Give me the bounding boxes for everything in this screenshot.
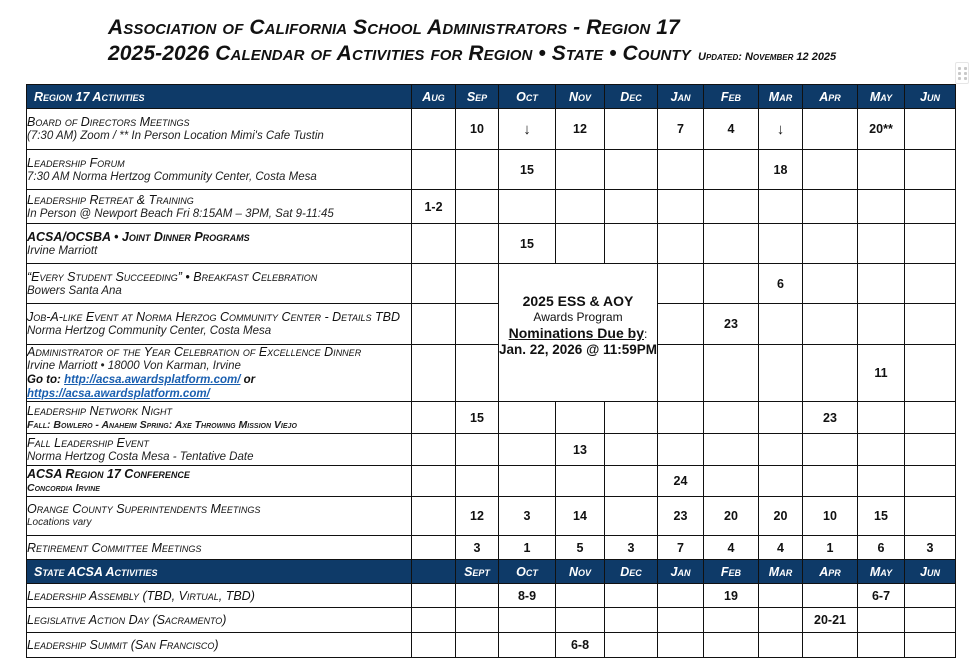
date-cell (759, 633, 803, 658)
document-subtitle: 2025-2026 Calendar of Activities for Region • State • County (108, 42, 691, 65)
activity-name: Leadership Network Night (27, 403, 172, 418)
date-cell (858, 304, 905, 345)
date-cell: 20 (704, 497, 759, 536)
activity-cell (27, 150, 412, 190)
date-cell (803, 584, 858, 608)
activity-row (27, 497, 956, 536)
activity-row (27, 402, 956, 434)
date-cell (499, 402, 556, 434)
date-cell (803, 264, 858, 304)
activity-name: Orange County Superintendents Meetings (27, 502, 261, 516)
month-header: Dec (605, 85, 658, 109)
date-cell (759, 434, 803, 466)
activity-detail: Fall: Bowlero - Anaheim Spring: Axe Throwing Mission Viejo (27, 418, 297, 431)
date-cell (905, 345, 956, 402)
date-cell (412, 497, 456, 536)
activity-cell (27, 584, 412, 608)
date-cell (412, 264, 456, 304)
date-cell: 23 (658, 497, 704, 536)
date-cell (499, 633, 556, 658)
date-cell (905, 584, 956, 608)
date-cell: 13 (556, 434, 605, 466)
nominations-colon: : (644, 327, 648, 341)
date-cell: 6 (759, 264, 803, 304)
date-cell (499, 434, 556, 466)
date-cell: 7 (658, 536, 704, 560)
date-cell (803, 466, 858, 497)
date-cell: 14 (556, 497, 605, 536)
activity-row (27, 434, 956, 466)
date-cell (858, 633, 905, 658)
date-cell (556, 224, 605, 264)
activity-detail: Bowers Santa Ana (27, 284, 122, 297)
state-activity-row (27, 633, 956, 658)
awards-subtitle: Awards Program (533, 310, 623, 324)
activity-cell (27, 497, 412, 536)
activity-detail: 7:30 AM Norma Hertzog Community Center, Costa Mesa (27, 170, 317, 183)
date-cell (605, 224, 658, 264)
date-cell (704, 150, 759, 190)
activity-name: Leadership Summit (San Francisco) (27, 638, 219, 652)
activity-detail: Norma Hertzog Costa Mesa - Tentative Date (27, 450, 254, 463)
date-cell (858, 190, 905, 224)
date-cell (803, 345, 858, 402)
date-cell (556, 190, 605, 224)
date-cell (658, 345, 704, 402)
month-header: Jan (658, 560, 704, 584)
date-cell (412, 434, 456, 466)
date-cell (704, 434, 759, 466)
date-cell (905, 264, 956, 304)
activity-row (27, 466, 956, 497)
activity-cell (27, 466, 412, 497)
activity-name: ACSA/OCSBA • Joint Dinner Programs (27, 229, 250, 244)
date-cell (704, 466, 759, 497)
activity-cell (27, 633, 412, 658)
date-cell (456, 584, 499, 608)
date-cell (412, 584, 456, 608)
activity-detail: Locations vary (27, 517, 92, 528)
date-cell (759, 190, 803, 224)
date-cell (704, 345, 759, 402)
date-cell: 4 (759, 536, 803, 560)
activity-row (27, 264, 956, 304)
activity-name: Leadership Retreat & Training (27, 192, 194, 207)
date-cell (556, 608, 605, 633)
activity-cell (27, 434, 412, 466)
date-cell: 12 (556, 109, 605, 150)
month-header: Apr (803, 85, 858, 109)
state-section-title: State ACSA Activities (27, 560, 412, 584)
activity-name: “Every Student Succeeding” • Breakfast Celebration (27, 269, 318, 284)
date-cell (456, 190, 499, 224)
month-header: Aug (412, 85, 456, 109)
activity-row (27, 536, 956, 560)
date-cell (605, 109, 658, 150)
month-header (412, 560, 456, 584)
date-cell (412, 345, 456, 402)
date-cell (704, 224, 759, 264)
date-cell (499, 190, 556, 224)
activity-cell (27, 224, 412, 264)
awards-title: 2025 ESS & AOY (522, 293, 634, 309)
date-cell (556, 150, 605, 190)
date-cell (704, 633, 759, 658)
date-cell (658, 304, 704, 345)
activity-name: Administrator of the Year Celebration of Excellence Dinner (27, 345, 362, 359)
month-header: May (858, 560, 905, 584)
state-activity-row (27, 608, 956, 633)
date-cell (759, 304, 803, 345)
date-cell (704, 608, 759, 633)
date-cell (858, 402, 905, 434)
date-cell (759, 608, 803, 633)
activity-detail: In Person @ Newport Beach Fri 8:15AM – 3PM, Sat 9-11:45 (27, 207, 334, 220)
date-cell (605, 434, 658, 466)
date-cell: 11 (858, 345, 905, 402)
state-header-row (27, 560, 956, 584)
date-cell (905, 633, 956, 658)
date-cell: 19 (704, 584, 759, 608)
activity-name: Leadership Assembly (TBD, Virtual, TBD) (27, 588, 255, 603)
month-header: Sep (456, 85, 499, 109)
activity-cell (27, 304, 412, 345)
date-cell (456, 345, 499, 402)
date-cell (905, 466, 956, 497)
date-cell (803, 304, 858, 345)
calendar-table (26, 84, 956, 658)
activity-name: Fall Leadership Event (27, 435, 149, 450)
or-label: or (243, 374, 256, 386)
date-cell (456, 150, 499, 190)
date-cell (412, 402, 456, 434)
date-cell: 20** (858, 109, 905, 150)
date-cell: 1 (499, 536, 556, 560)
date-cell (412, 536, 456, 560)
date-cell (905, 109, 956, 150)
activity-cell (27, 190, 412, 224)
activity-name: Leadership Forum (27, 155, 125, 170)
date-cell (803, 190, 858, 224)
date-cell: 3 (456, 536, 499, 560)
date-cell (905, 608, 956, 633)
date-cell (412, 150, 456, 190)
date-cell (605, 190, 658, 224)
activity-cell (27, 109, 412, 150)
month-header: Jun (905, 85, 956, 109)
date-cell (499, 466, 556, 497)
date-cell (412, 633, 456, 658)
date-cell: 8-9 (499, 584, 556, 608)
date-cell (905, 224, 956, 264)
date-cell (704, 402, 759, 434)
date-cell (605, 497, 658, 536)
activity-row (27, 109, 956, 150)
date-cell: 4 (704, 536, 759, 560)
awards-link-https[interactable]: https://acsa.awardsplatform.com/ (27, 388, 210, 400)
drag-handle-icon[interactable] (955, 62, 969, 84)
date-cell: 6-8 (556, 633, 605, 658)
date-cell: 20-21 (803, 608, 858, 633)
date-cell: 7 (658, 109, 704, 150)
document-title: Association of California School Administrators - Region 17 (108, 16, 680, 39)
date-cell: 4 (704, 109, 759, 150)
month-header: Apr (803, 560, 858, 584)
month-header: Sept (456, 560, 499, 584)
date-cell (704, 264, 759, 304)
nominations-deadline: Jan. 22, 2026 @ 11:59PM (499, 342, 658, 357)
activity-name: ACSA Region 17 Conference (27, 467, 190, 481)
activity-detail: Irvine Marriott (27, 244, 98, 257)
date-cell (858, 434, 905, 466)
date-cell (803, 633, 858, 658)
date-cell (412, 304, 456, 345)
date-cell (905, 497, 956, 536)
date-cell: 1 (803, 536, 858, 560)
date-cell: 5 (556, 536, 605, 560)
date-cell (556, 584, 605, 608)
date-cell (759, 224, 803, 264)
date-cell (412, 109, 456, 150)
activity-row (27, 150, 956, 190)
activity-name: Job-A-like Event at Norma Herzog Community Center - Details TBD (27, 310, 400, 324)
date-cell (456, 264, 499, 304)
date-cell: 10 (803, 497, 858, 536)
month-header: Oct (499, 85, 556, 109)
month-header: Feb (704, 560, 759, 584)
date-cell (412, 224, 456, 264)
activity-cell (27, 608, 412, 633)
date-cell: 15 (499, 224, 556, 264)
date-cell: 18 (759, 150, 803, 190)
date-cell: 3 (499, 497, 556, 536)
date-cell (658, 434, 704, 466)
date-cell (759, 466, 803, 497)
activity-row (27, 224, 956, 264)
date-cell: 23 (704, 304, 759, 345)
date-cell (658, 584, 704, 608)
continue-down-arrow-icon: ↓ (499, 109, 556, 150)
date-cell: 3 (905, 536, 956, 560)
date-cell (499, 608, 556, 633)
date-cell (858, 466, 905, 497)
month-header: Dec (605, 560, 658, 584)
date-cell: 15 (456, 402, 499, 434)
date-cell (858, 224, 905, 264)
date-cell (803, 224, 858, 264)
date-cell (456, 224, 499, 264)
activity-detail: Concordia Irvine (27, 482, 100, 494)
month-header: Feb (704, 85, 759, 109)
month-header: Mar (759, 85, 803, 109)
activity-row (27, 304, 956, 345)
date-cell (456, 466, 499, 497)
activity-row (27, 345, 956, 402)
continue-down-arrow-icon: ↓ (759, 109, 803, 150)
date-cell: 15 (499, 150, 556, 190)
activity-detail: (7:30 AM) Zoom / ** In Person Location Mimi's Cafe Tustin (27, 130, 324, 142)
date-cell (905, 434, 956, 466)
date-cell (759, 345, 803, 402)
activity-name: Legislative Action Day (Sacramento) (27, 613, 227, 627)
date-cell (456, 608, 499, 633)
date-cell (658, 224, 704, 264)
region-header-row (27, 85, 956, 109)
awards-program-box (499, 264, 658, 402)
date-cell (658, 608, 704, 633)
date-cell (905, 190, 956, 224)
date-cell (858, 150, 905, 190)
date-cell (658, 264, 704, 304)
date-cell (605, 150, 658, 190)
date-cell (658, 190, 704, 224)
date-cell: 24 (658, 466, 704, 497)
date-cell: 10 (456, 109, 499, 150)
month-header: Mar (759, 560, 803, 584)
date-cell (803, 150, 858, 190)
date-cell: 20 (759, 497, 803, 536)
awards-link-http[interactable]: http://acsa.awardsplatform.com/ (64, 374, 241, 386)
date-cell (605, 402, 658, 434)
date-cell (759, 402, 803, 434)
month-header: Jun (905, 560, 956, 584)
month-header: Nov (556, 560, 605, 584)
award-links (27, 373, 411, 401)
date-cell (905, 150, 956, 190)
date-cell (605, 608, 658, 633)
state-activity-row (27, 584, 956, 608)
date-cell (704, 190, 759, 224)
month-header: Oct (499, 560, 556, 584)
date-cell (605, 466, 658, 497)
date-cell (412, 466, 456, 497)
nominations-due-text: Nominations Due by (508, 325, 644, 341)
date-cell: 12 (456, 497, 499, 536)
date-cell: 3 (605, 536, 658, 560)
activity-row (27, 190, 956, 224)
date-cell (759, 584, 803, 608)
date-cell (605, 633, 658, 658)
date-cell (556, 466, 605, 497)
date-cell (456, 304, 499, 345)
activity-cell (27, 264, 412, 304)
nominations-due-label (499, 325, 657, 342)
activity-cell (27, 345, 412, 402)
activity-detail: Irvine Marriott • 18000 Von Karman, Irvine (27, 360, 241, 372)
updated-date: Updated: November 12 2025 (698, 51, 837, 63)
date-cell (905, 304, 956, 345)
date-cell: 6 (858, 536, 905, 560)
date-cell: 6-7 (858, 584, 905, 608)
date-cell (456, 434, 499, 466)
date-cell (658, 150, 704, 190)
date-cell: 23 (803, 402, 858, 434)
date-cell (556, 402, 605, 434)
date-cell (605, 584, 658, 608)
date-cell (803, 434, 858, 466)
activity-detail: Norma Hertzog Community Center, Costa Mesa (27, 325, 272, 337)
month-header: Nov (556, 85, 605, 109)
date-cell (905, 402, 956, 434)
activity-cell (27, 402, 412, 434)
date-cell (803, 109, 858, 150)
date-cell (858, 264, 905, 304)
date-cell (658, 402, 704, 434)
date-cell: 1-2 (412, 190, 456, 224)
month-header: May (858, 85, 905, 109)
go-to-label: Go to: (27, 374, 61, 386)
activity-name: Board of Directors Meetings (27, 115, 190, 129)
date-cell (412, 608, 456, 633)
activity-name: Retirement Committee Meetings (27, 540, 202, 555)
date-cell (658, 633, 704, 658)
activity-cell (27, 536, 412, 560)
date-cell (858, 608, 905, 633)
month-header: Jan (658, 85, 704, 109)
region-section-title: Region 17 Activities (27, 85, 412, 109)
date-cell (456, 633, 499, 658)
date-cell: 15 (858, 497, 905, 536)
